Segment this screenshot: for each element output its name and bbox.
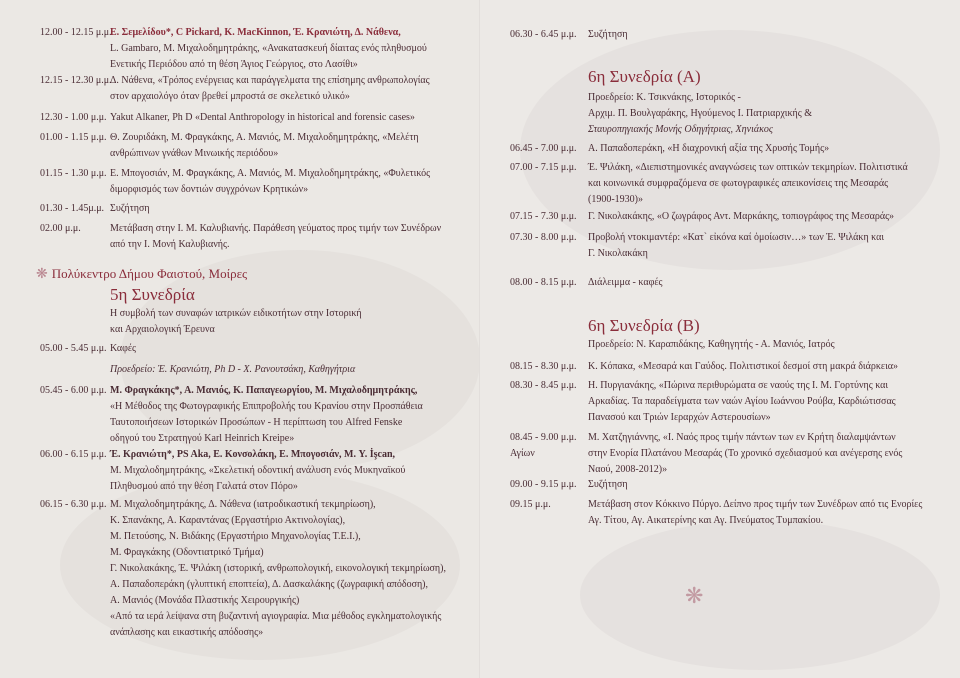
entry-line: Ενετικής Περιόδου από τη θέση Άγιος Γεώργιος, στο Λασίθι» [110,59,358,70]
venue-heading [36,266,247,283]
schedule-row [40,201,470,217]
schedule-row [40,221,470,253]
session-title: 6η Συνεδρία (Α) [588,67,701,86]
time-label: 01.00 - 1.15 μ.μ. [40,132,107,143]
time-label: 06.15 - 6.30 μ.μ. [40,499,107,510]
schedule-row [510,141,950,157]
time-label: 07.00 - 7.15 μ.μ. [510,162,577,173]
snowflake-ornament-icon: ❋ [685,583,704,608]
entry-line: ανάπλασης και εικαστικής απόδοσης» [110,627,264,638]
entry-line: Ε. Μπογοσιάν, Μ. Φραγκάκης, Α. Μανιός, Μ. Μιχαλοδημητράκης, «Φυλετικός [110,168,431,179]
entry-line: Έ. Ψιλάκη, «Διεπιστημονικές αναγνώσεις των οπτικών τεκμηρίων. Πολιτιστικά [588,162,908,173]
time-label: 12.00 - 12.15 μ.μ. [40,27,112,38]
entry-line: Η. Πυργιανάκης, «Πώρινα περιθυρώματα σε ναούς της Ι. Μ. Γορτύνης και [588,380,889,391]
time-extra: Αγίων [510,448,535,459]
session-subtitle [110,306,450,338]
snowflake-ornament-icon: ❋ [36,267,48,282]
entry-line: Μετάβαση στην Ι. Μ. Καλυβιανής. Παράθεση γεύματος προς τιμήν των Συνέδρων [110,223,442,234]
entry-line: διμορφισμός των δοντιών συγχρόνων Κρητικών» [110,184,309,195]
schedule-row [510,27,950,43]
time-label: 05.45 - 6.00 μ.μ. [40,385,107,396]
entry-line: Μ. Πετούσης, Ν. Βιδάκης (Εργαστήριο Μηχανολογίας Τ.Ε.Ι.), [110,531,361,542]
entry-line: Κ. Κόπακα, «Μεσαρά και Γαύδος. Πολιτιστικοί δεσμοί στη μακρά διάρκεια» [588,361,899,372]
background-ruin-shape [580,520,940,670]
schedule-row [40,130,470,162]
entry-line: Μ. Μιχαλοδημητράκης, Δ. Νάθενα (ιατροδικαστική τεκμηρίωση), [110,499,376,510]
entry-line: Καφές [110,343,137,354]
time-label [510,430,577,462]
entry-line: Μ. Φραγκάκης (Οδοντιατρικό Τμήμα) [110,547,264,558]
chair-line: Αρχιμ. Π. Βουλγαράκης, Ηγούμενος Ι. Πατριαρχικής & [588,108,812,119]
chair-line: Προεδρείο: Έ. Κρανιώτη, Ph D - Χ. Ρανουτσάκη, Καθηγήτρια [110,364,356,375]
chair-line: Προεδρείο: Ν. Καραπιδάκης, Καθηγητής - Α. Μανιός, Ιατρός [588,339,835,350]
entry-line: Α. Παπαδοπεράκη, «Η διαχρονική αξία της Χρυσής Τομής» [588,143,830,154]
time-label: 08.30 - 8.45 μ.μ. [510,380,577,391]
subtitle-line: και Αρχαιολογική Έρευνα [110,324,215,335]
entry-line: Ναού, 2008-2012)» [588,464,668,475]
chair-row [40,362,470,378]
entry-line: από την Ι. Μονή Καλυβιανής. [110,239,230,250]
entry-line: ανθρώπινων γνάθων Μινωικής περιόδου» [110,148,279,159]
time-label: 05.00 - 5.45 μ.μ. [40,343,107,354]
entry-line: Θ. Ζουριδάκη, Μ. Φραγκάκης, Α. Μανιός, Μ. Μιχαλοδημητράκης, «Μελέτη [110,132,419,143]
session-title: 5η Συνεδρία [110,285,195,304]
schedule-row [40,73,470,105]
schedule-row [510,230,950,262]
schedule-row [40,497,470,641]
schedule-row [40,447,470,495]
schedule-row [510,160,950,208]
time-label: 07.30 - 8.00 μ.μ. [510,232,577,243]
entry-line: Συζήτηση [110,203,150,214]
time-label: 06.45 - 7.00 μ.μ. [510,143,577,154]
chair-line: Σταυροπηγιακής Μονής Οδηγήτριας, Χηνιάκος [588,124,773,135]
session-chair [588,337,928,353]
entry-line: Έ. Κρανιώτη*, PS Aka, Ε. Κονσολάκη, Ε. Μπογοσιάν, Μ. Y. İşcan, [110,449,396,460]
time-label: 09.15 μ.μ. [510,499,551,510]
time-label: 08.15 - 8.30 μ.μ. [510,361,577,372]
entry-line: Κ. Σπανάκης, Α. Καραντάνας (Εργαστήριο Ακτινολογίας), [110,515,346,526]
time-label: 01.30 - 1.45μ.μ. [40,203,105,214]
schedule-row [40,166,470,198]
schedule-row [510,209,950,225]
entry-line: Γ. Νικολακάκης, Έ. Ψιλάκη (ιστορική, ανθρωπολογική, εικονολογική τεκμηρίωση), [110,563,446,574]
time-label: 01.15 - 1.30 μ.μ. [40,168,107,179]
entry-line: Γ. Νικολακάκη [588,248,648,259]
schedule-row [510,378,950,426]
subtitle-line: Η συμβολή των συναφών ιατρικών ειδικοτήτων στην Ιστορική [110,308,362,319]
entry-line: και κοινωνικά συμφραζόμενα σε φωτογραφικές απεικονίσεις της Μεσαράς [588,178,889,189]
entry-line: Αγ. Τίτου, Αγ. Αικατερίνης και Αγ. Πνεύματος Τυμπακίου. [588,515,824,526]
time-label: 06.00 - 6.15 μ.μ. [40,449,107,460]
entry-line: Συζήτηση [588,29,628,40]
session-title: 6η Συνεδρία (Β) [588,316,700,335]
schedule-row [40,341,470,357]
schedule-row [510,477,950,493]
entry-line: Ε. Σεμελίδου*, C Pickard, K. MacKinnon, Έ. Κρανιώτη, Δ. Νάθενα, [110,27,401,38]
entry-line: Δ. Νάθενα, «Τρόπος ενέργειας και παράγγελματα της επίσημης ανθρωπολογίας [110,75,430,86]
entry-line: Μετάβαση στον Κόκκινο Πύργο. Δείπνο προς τιμήν των Συνέδρων από τις Ενορίες [588,499,923,510]
entry-line: Συζήτηση [588,479,628,490]
entry-line: στον αρχαιολόγο όταν βρεθεί μπροστά σε σκελετικό υλικό» [110,91,350,102]
entry-line: «Η Μέθοδος της Φωτογραφικής Επιπροβολής του Κρανίου στην Προσπάθεια [110,401,423,412]
entry-line: Α. Μανιός (Μονάδα Πλαστικής Χειρουργικής) [110,595,300,606]
entry-line: Α. Παπαδοπεράκη (γλυπτική εποπτεία), Δ. Δασκαλάκης (ζωγραφική απόδοση), [110,579,429,590]
time-label: 09.00 - 9.15 μ.μ. [510,479,577,490]
entry-line: Γ. Νικολακάκης, «Ο ζωγράφος Αντ. Μαρκάκης, τοπιογράφος της Μεσαράς» [588,211,895,222]
entry-line: L. Gambaro, Μ. Μιχαλοδημητράκης, «Ανακατασκευή δίαιτας ενός πληθυσμού [110,43,427,54]
entry-line: «Από τα ιερά λείψανα στη βυζαντινή αγιογραφία. Μια μέθοδος εγκληματολογικής [110,611,442,622]
entry-line: οδηγού του Στρατηγού Karl Heinrich Kreipe» [110,433,295,444]
time-label: 08.00 - 8.15 μ.μ. [510,277,577,288]
entry-line: Αρκαδίας. Τα παραδείγματα των ναών Αγίου Ιωάννου Ρούβα, Καρδιώτισσας [588,396,896,407]
time-label: 12.15 - 12.30 μ.μ. [40,75,112,86]
right-page [480,0,960,678]
entry-line: Πανασού και Τριών Ιεραρχών Αστερουσίων» [588,412,771,423]
time-label: 12.30 - 1.00 μ.μ. [40,112,107,123]
entry-line: Ταυτοποιήσεων Ιστορικών Προσώπων - Η περίπτωση του Alfred Fenske [110,417,403,428]
schedule-row [510,359,950,375]
entry-line: Μ. Φραγκάκης*, Α. Μανιός, Κ. Παπαγεωργίου, Μ. Μιχαλοδημητράκης, [110,385,418,396]
entry-line: Μ. Χατζηγιάννης, «Ι. Ναός προς τιμήν πάντων των εν Κρήτη διαλαμψάντων [588,432,896,443]
time-label: 06.30 - 6.45 μ.μ. [510,29,577,40]
chair-line: Προεδρείο: Κ. Τσικνάκης, Ιστορικός - [588,92,741,103]
schedule-row [40,110,470,126]
session-chair [588,90,928,138]
entry-line: Διάλειμμα - καφές [588,277,663,288]
entry-line: Yakut Alkaner, Ph D «Dental Anthropology in historical and forensic cases» [110,112,415,123]
venue-title: Πολύκεντρο Δήμου Φαιστού, Μοίρες [51,266,248,281]
entry-line: Μ. Μιχαλοδημητράκης, «Σκελετική οδοντική ανάλυση ενός Μυκηναϊκού [110,465,406,476]
schedule-row [40,25,470,73]
entry-line: Προβολή ντοκιμαντέρ: «Κατ` εἰκόνα καί ὁμοίωσιν…» των Έ. Ψιλάκη και [588,232,885,243]
schedule-row [510,430,950,478]
schedule-row [510,275,950,291]
time-label: 07.15 - 7.30 μ.μ. [510,211,577,222]
schedule-row [40,383,470,447]
entry-line: Πληθυσμού από την θέση Γαλατά στον Πόρο» [110,481,298,492]
entry-line: στην Ενορία Πλατάνου Μεσαράς (Το χρονικό σχεδιασμού και ανέγερσης ενός [588,448,903,459]
time-text: 08.45 - 9.00 μ.μ. [510,432,577,443]
entry-line: (1900-1930)» [588,194,643,205]
time-label: 02.00 μ.μ. [40,223,81,234]
schedule-row [510,497,950,529]
